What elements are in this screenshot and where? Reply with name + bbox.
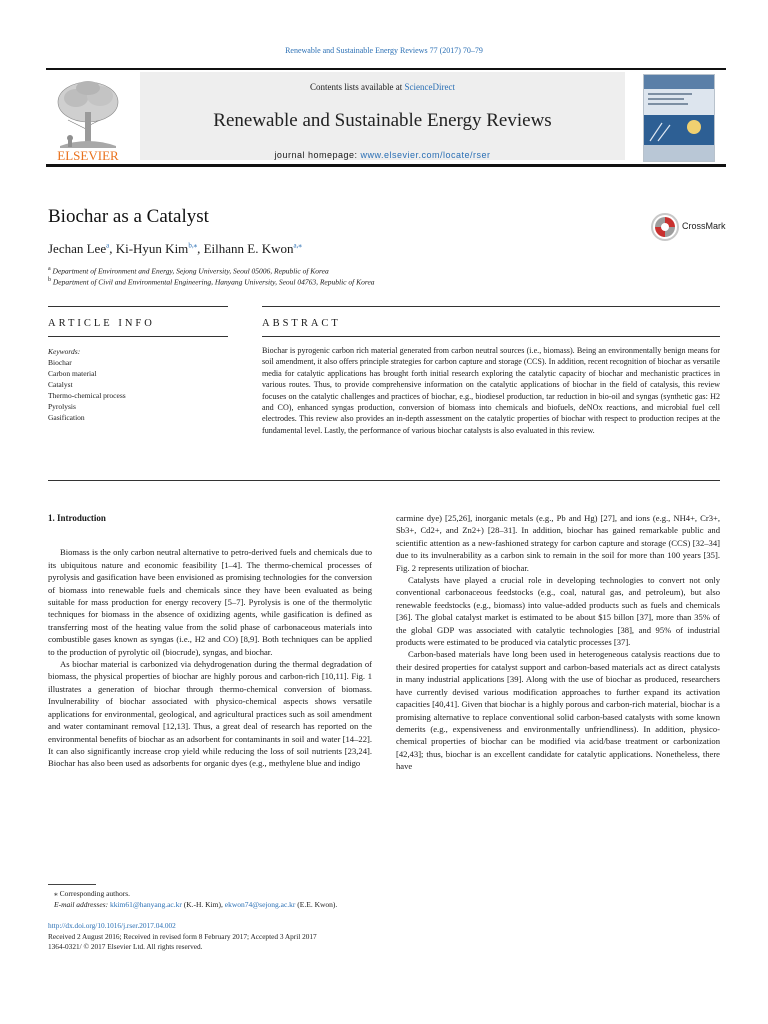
article-info-top-rule — [48, 306, 228, 307]
abstract-text: Biochar is pyrogenic carbon rich material generated from carbon neutral sources (i.e., biomass). Being an environmentally benign means for soil amendment, it also offers principle strategies for carbon capture and storage (CCS). In addition, recent recognition of biochar as versatile media for catalytic applications has brought forth initial research exploring the catalytic capacity of biochar and mechanistic practices in various routes. Thus, to provide comprehensive information on the catalytic applications of biochar in the field of catalysis, this review focuses on the catalytic challenges and practices of biochar, e.g., biodiesel production, tar reduction in bio-oil and syngas (synthetic gas: H2 and CO), enhanced syngas production, conversion of biomass into chemicals and biofuels, deNOx reactions, and microbial fuel cell electrodes. This review also provides an in-depth assessment on the catalytic properties of biochar with respect to production recipes at the fundamental level. Lastly, the performance of various biochar catalysts is also evaluated in this review. — [262, 346, 720, 435]
author-name[interactable]: Ki-Hyun Kim — [115, 241, 189, 256]
keyword-item: Catalyst — [48, 380, 73, 389]
received-dates: Received 2 August 2016; Received in revised form 8 February 2017; Accepted 3 April 2017 — [48, 931, 317, 941]
masthead-top-rule — [46, 68, 726, 70]
body-paragraph: Carbon-based materials have long been used in heterogeneous catalysis reactions due to their desired properties for catalyst support and carbon-based materials act as direct catalysts in many industrial applications [39]. Along with the use of biochar as produced, researchers have currently devised various modification approaches to further expand its activation capacities [40,41]. Given that biochar is a highly porous and carbon-rich material, biochar is a promising alternative to replace conventional solid carbon-based catalysts with some known demerits (e.g., expensiveness and environmentally unfriendliness). In addition, physico-chemical properties of biochar can be modified via acid/base treatment or carbonization [42,43]; thus, biochar is an excellent candidate for catalytic applications. Nonetheless, there have — [396, 649, 720, 772]
issn-copyright: 1364-0321/ © 2017 Elsevier Ltd. All rights reserved. — [48, 942, 203, 951]
journal-cover-thumbnail — [643, 74, 715, 162]
body-paragraph: As biochar material is carbonized via dehydrogenation during the thermal degradation of biomass, the physical properties of biochar are highly porous and carbon-rich [10,11]. Fig. 1 illustrates a generation of biochar through thermo-chemical conversion of biomass. Invulnerability of biochar associated with physico-chemical aspects shows versatile applications for environmental, geological, and agricultural practices such as soil amendment and water contaminant removal [12,13]. Thus, a great deal of research has reported on the environmental benefits of biochar as an adsorbent for contaminants in soil and water [14–22]. It can also significantly increase crop yield while reducing the loss of soil nutrients [23,24]. Biochar has also been used as adsorbents for organic dyes (e.g., methylene blue and indigo — [48, 659, 372, 769]
author-name[interactable]: Jechan Lee — [48, 241, 107, 256]
affiliation-b — [48, 277, 375, 287]
abstract-heading: ABSTRACT — [262, 318, 341, 329]
author-list: Jechan Lee$^a$, Ki-Hyun Kim$^{b,⁎}$, Eilhann E. Kwon$^{a,⁎}$ — [48, 241, 302, 256]
body-paragraph: Catalysts have played a crucial role in developing technologies to convert not only conventional carbonaceous feedstocks (e.g., coal, natural gas, and petroleum), but also renewable feedstocks (e.g., biomass) into value-added products such as fuels and chemicals [36]. The global catalyst market is estimated to be about $15 billon [37], more than 35% of the global GDP was associated with catalytic technologies [38], and 95% of industrial products were estimated to be produced via catalytic processes [37]. — [396, 575, 720, 648]
email-owner: (K.-H. Kim), — [181, 900, 225, 909]
article-info-heading: ARTICLE INFO — [48, 318, 155, 329]
keywords-title: Keywords: — [48, 347, 81, 356]
crossmark-icon — [650, 212, 680, 242]
email-link-kwon[interactable]: ekwon74@sejong.ac.kr — [224, 900, 296, 909]
author-affiliation-mark[interactable]: a — [106, 241, 110, 250]
masthead-bottom-rule — [46, 164, 726, 167]
article-info-heading-rule — [48, 336, 228, 337]
journal-banner — [140, 72, 625, 160]
abstract-top-rule — [262, 306, 720, 307]
email-owner: (E.E. Kwon). — [295, 900, 338, 909]
keyword-item: Biochar — [48, 358, 72, 367]
email-label: E-mail addresses: — [54, 900, 110, 909]
author-affiliation-mark[interactable]: b,⁎ — [188, 241, 198, 250]
abstract-heading-rule — [262, 336, 720, 337]
affiliation-a — [48, 266, 329, 276]
article-title: Biochar as a Catalyst — [48, 206, 209, 227]
sciencedirect-link[interactable]: ScienceDirect — [404, 82, 455, 92]
footnote-rule — [48, 884, 96, 885]
journal-name: Renewable and Sustainable Energy Reviews — [213, 110, 552, 131]
author-name[interactable]: Eilhann E. Kwon — [203, 241, 294, 256]
crossmark-label: CrossMark — [682, 221, 726, 231]
body-right-column — [396, 512, 720, 773]
corresponding-author-note: ⁎ Corresponding authors. — [54, 889, 131, 898]
doi-link[interactable]: http://dx.doi.org/10.1016/j.rser.2017.04.002 — [48, 921, 176, 930]
author-affiliation-mark[interactable]: a,⁎ — [293, 241, 302, 250]
body-paragraph: carmine dye) [25,26], inorganic metals (e.g., Pb and Hg) [27], and ions (e.g., NH4+, Cr3+, Sb3+, Cd2+, and Zn2+) [28–31]. In addition, biochar has gained remarkable public and scientific attention as a new-fashioned strategy for carbon capture and storage (CCS) [32–34] due to its invulnerability as a carbon sink to remain in the soil for more than 100 years [35]. Fig. 2 represents utilization of biochar. — [396, 513, 720, 573]
crossmark-badge[interactable] — [650, 212, 726, 242]
journal-citation[interactable]: Renewable and Sustainable Energy Reviews 77 (2017) 70–79 — [285, 46, 483, 55]
elsevier-wordmark: ELSEVIER — [57, 148, 119, 162]
elsevier-logo — [46, 74, 130, 162]
contents-prefix: Contents lists available at — [310, 82, 405, 92]
footnotes — [54, 888, 337, 910]
homepage-line — [140, 150, 625, 160]
section-heading-introduction: 1. Introduction — [48, 513, 106, 523]
contents-line — [140, 82, 625, 92]
keyword-item: Pyrolysis — [48, 402, 76, 411]
journal-masthead — [46, 68, 726, 164]
body-left-column — [48, 512, 372, 770]
keywords-block — [48, 346, 228, 423]
email-addresses — [54, 899, 337, 910]
abstract-bottom-rule — [48, 480, 720, 481]
affiliation-mark: b — [48, 277, 51, 283]
email-link-kim[interactable]: kkim61@hanyang.ac.kr — [109, 900, 182, 909]
keyword-item: Thermo-chemical process — [48, 391, 126, 400]
affiliation-text: Department of Civil and Environmental Engineering, Hanyang University, Seoul 04763, Republic of Korea — [52, 277, 375, 287]
keyword-item: Gasification — [48, 413, 85, 422]
homepage-prefix: journal homepage: — [274, 150, 361, 160]
body-paragraph: Biomass is the only carbon neutral alternative to petro-derived fuels and chemicals due to its ubiquitous nature and economic feasibility [1–4]. The thermo-chemical processes of pyrolysis and gasification have been envisioned as promising technologies for the conversion of biomass into renewable fuels and chemicals since they have been evaluated as being suitable for mass production for energy recovery [5–7]. Pyrolysis is one of the thermolytic techniques for biomass in the absence of oxidizing agents, while gasification is defined as transferring most of the heating value from the solid phase of carbonaceous materials into combustible gases known as syngas (i.e., H2 and CO) [8,9]. Both techniques can be applied to the production of pyrolytic oil (biocrude), syngas, and biochar. — [48, 547, 372, 657]
affiliation-mark: a — [48, 266, 51, 272]
article-meta — [48, 921, 317, 953]
keyword-item: Carbon material — [48, 369, 97, 378]
affiliation-text: Department of Environment and Energy, Sejong University, Seoul 05006, Republic of Korea — [52, 266, 329, 276]
journal-homepage-link[interactable]: www.elsevier.com/locate/rser — [360, 150, 491, 160]
